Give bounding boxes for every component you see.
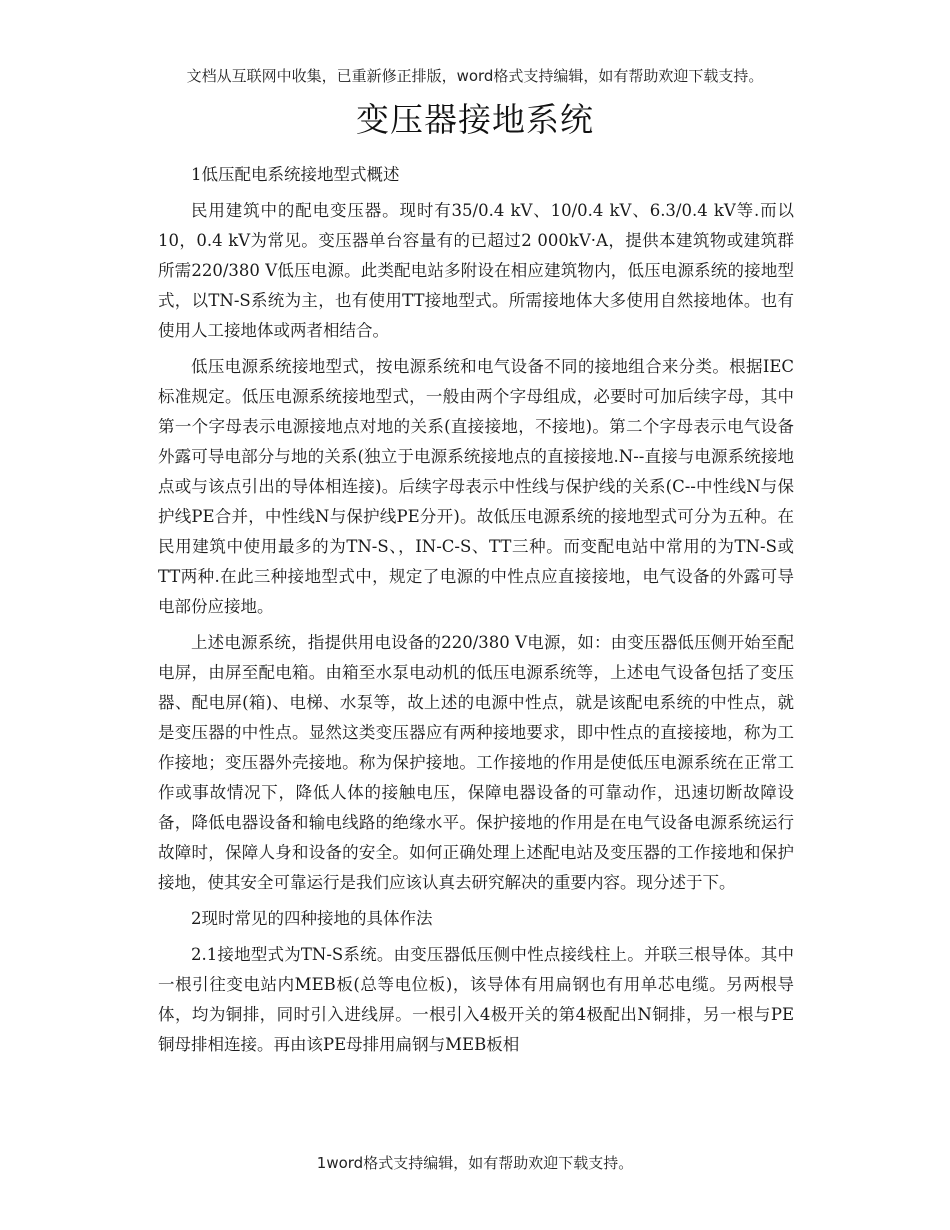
section-heading-1: 1低压配电系统接地型式概述 [191, 165, 400, 184]
footer-note: 1word格式支持编辑，如有帮助欢迎下载支持。 [316, 1154, 634, 1172]
document-body [158, 160, 794, 1066]
document-title: 变压器接地系统 [356, 100, 594, 139]
paragraph: 低压电源系统接地型式，按电源系统和电气设备不同的接地组合来分类。根据IEC标准规定。低压电源系统接地型式，一般由两个字母组成，必要时可加后续字母，其中第一个字母表示电源接地点对地的关系(直接接地，不接地)。第二个字母表示电气设备外露可导电部分与地的关系(独立于电源系统接地点的直接接地.N--直接与电源系统接地点或与该点引出的导体相连接)。后续字母表示中性线与保护线的关系(C--中性线N与保护线PE合并，中性线N与保护线PE分开)。故低压电源系统的接地型式可分为五种。在民用建筑中使用最多的为TN-S、，IN-C-S、TT三种。而变配电站中常用的为TN-S或TT两种.在此三种接地型式中，规定了电源的中性点应直接接地，电气设备的外露可导电部份应接地。 [158, 357, 794, 616]
paragraph: 2.1接地型式为TN-S系统。由变压器低压侧中性点接线柱上。并联三根导体。其中一根引往变电站内MEB板(总等电位板)，该导体有用扁钢也有用单芯电缆。另两根导体，均为铜排，同时引入进线屏。一根引入4极开关的第4极配出N铜排，另一根与PE铜母排相连接。再由该PE母排用扁钢与MEB板相 [158, 945, 794, 1054]
paragraph: 上述电源系统，指提供用电设备的220/380 V电源，如：由变压器低压侧开始至配电屏，由屏至配电箱。由箱至水泵电动机的低压电源系统等，上述电气设备包括了变压器、配电屏(箱)、电梯、水泵等，故上述的电源中性点，就是该配电系统的中性点，就是变压器的中性点。显然这类变压器应有两种接地要求，即中性点的直接接地，称为工作接地；变压器外壳接地。称为保护接地。工作接地的作用是使低压电源系统在正常工作或事故情况下，降低人体的接触电压，保障电器设备的可靠动作，迅速切断故障设备，降低电器设备和输电线路的绝缘水平。保护接地的作用是在电气设备电源系统运行故障时，保障人身和设备的安全。如何正确处理上述配电站及变压器的工作接地和保护接地，使其安全可靠运行是我们应该认真去研究解决的重要内容。现分述于下。 [158, 633, 794, 892]
paragraph: 民用建筑中的配电变压器。现时有35/0.4 kV、10/0.4 kV、6.3/0.4 kV等.而以10，0.4 kV为常见。变压器单台容量有的已超过2 000kV·A，提供本建筑物或建筑群所需220/380 V低压电源。此类配电站多附设在相应建筑物内，低压电源系统的接地型式，以TN-S系统为主，也有使用TT接地型式。所需接地体大多使用自然接地体。也有使用人工接地体或两者相结合。 [158, 201, 794, 340]
header-note: 文档从互联网中收集，已重新修正排版，word格式支持编辑，如有帮助欢迎下载支持。 [186, 67, 764, 85]
section-heading-2: 2现时常见的四种接地的具体作法 [191, 909, 433, 928]
